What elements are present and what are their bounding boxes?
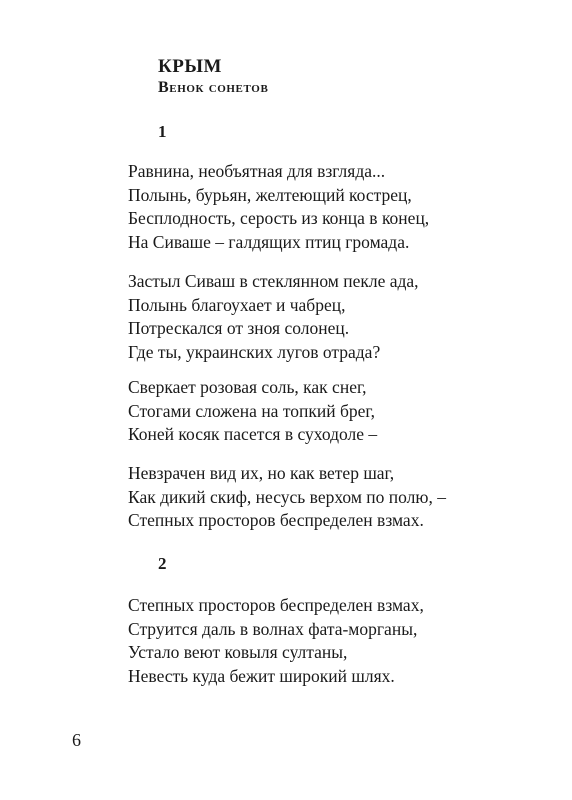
poem-line: Застыл Сиваш в стеклянном пекле ада, [128,271,419,291]
poem-title: КРЫМ [158,56,222,77]
poem-line: Полынь, бурьян, желтеющий кострец, [128,184,412,205]
poem-line: Полынь благоухает и чабрец, [128,294,346,315]
stanza [128,160,429,254]
poem-line: Стогами сложена на топкий брег, [128,400,375,421]
poem-line: Степных просторов беспределен взмах, [128,595,424,615]
poem-line: Коней косяк пасется в суходоле – [128,424,378,444]
poem-line: Сверкает розовая соль, как снег, [128,377,367,397]
poem-line: На Сиваше – галдящих птиц громада. [128,231,410,252]
poem-line: Потрескался от зноя солонец. [128,318,350,338]
poem-line: Где ты, украинских лугов отрада? [128,341,381,362]
stanza [128,462,446,533]
page-number: 6 [72,730,81,750]
sonnet-number: 2 [158,554,167,573]
poem-subtitle: Венок сонетов [158,79,269,96]
poem-line: Струится даль в волнах фата-морганы, [128,618,418,639]
poem-line: Бесплодность, серость из конца в конец, [128,208,430,228]
stanza [128,594,424,688]
sonnet-number: 1 [158,122,167,141]
poem-line: Степных просторов беспределен взмах. [128,510,424,530]
poem-line: Как дикий скиф, несусь верхом по полю, – [128,486,446,507]
poem-line: Невесть куда бежит широкий шлях. [128,665,395,686]
stanza [128,270,419,364]
poem-line: Устало веют ковыля султаны, [128,642,348,662]
poem-line: Невзрачен вид их, но как ветер шаг, [128,463,395,483]
stanza [128,376,377,447]
poem-line: Равнина, необъятная для взгляда... [128,161,386,181]
